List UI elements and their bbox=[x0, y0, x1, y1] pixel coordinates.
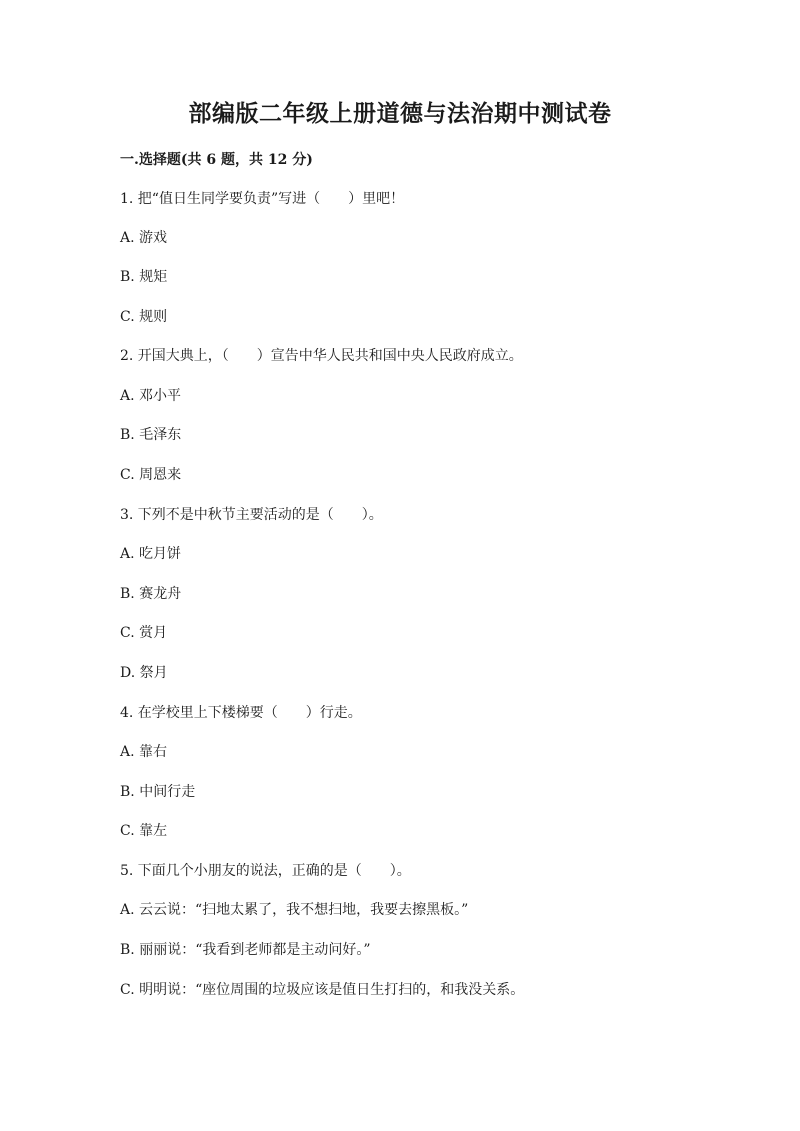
section-heading: 一.选择题(共 6 题，共 12 分) bbox=[120, 152, 313, 168]
question-stem: 1. 把“值日生同学要负责”写进（ ）里吧！ bbox=[120, 191, 405, 207]
question-option: A. 靠右 bbox=[120, 744, 168, 760]
question-option: A. 吃月饼 bbox=[120, 546, 182, 562]
question-option: C. 赏月 bbox=[120, 625, 168, 641]
question-option: B. 赛龙舟 bbox=[120, 586, 182, 602]
question-option: A. 邓小平 bbox=[120, 388, 182, 404]
question-stem: 4. 在学校里上下楼梯要（ ）行走。 bbox=[120, 705, 362, 721]
question-option: B. 丽丽说：“我看到老师都是主动问好。” bbox=[120, 942, 371, 958]
question-stem: 2. 开国大典上，（ ）宣告中华人民共和国中央人民政府成立。 bbox=[120, 348, 523, 364]
question-option: C. 规则 bbox=[120, 309, 168, 325]
question-option: A. 游戏 bbox=[120, 230, 168, 246]
question-option: A. 云云说：“扫地太累了，我不想扫地，我要去擦黑板。” bbox=[120, 902, 469, 918]
question-option: C. 周恩来 bbox=[120, 467, 182, 483]
question-stem: 5. 下面几个小朋友的说法，正确的是（ ）。 bbox=[120, 863, 411, 879]
question-option: C. 明明说：“座位周围的垃圾应该是值日生打扫的，和我没关系。 bbox=[120, 982, 525, 998]
question-option: B. 中间行走 bbox=[120, 784, 196, 800]
question-option: B. 毛泽东 bbox=[120, 427, 182, 443]
question-stem: 3. 下列不是中秋节主要活动的是（ ）。 bbox=[120, 507, 383, 523]
question-option: D. 祭月 bbox=[120, 665, 168, 681]
question-option: C. 靠左 bbox=[120, 823, 168, 839]
question-option: B. 规矩 bbox=[120, 269, 168, 285]
page-title: 部编版二年级上册道德与法治期中测试卷 bbox=[188, 100, 612, 127]
